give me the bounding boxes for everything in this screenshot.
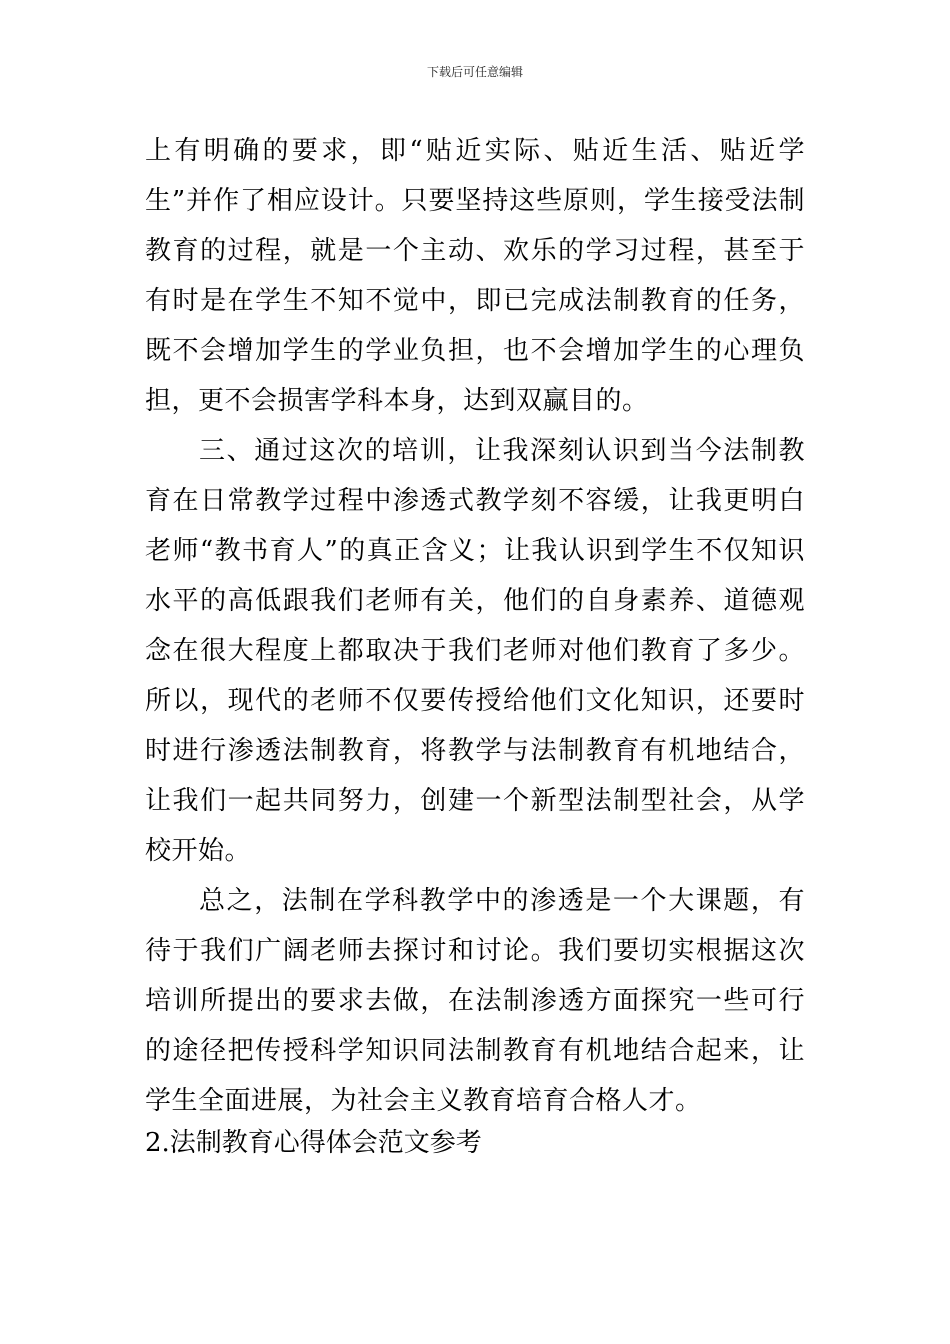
body-text bbox=[145, 126, 805, 1126]
paragraph-continuation: 上有明确的要求，即“贴近实际、贴近生活、贴近学生”并作了相应设计。只要坚持这些原则，学生接受法制教育的过程，就是一个主动、欢乐的学习过程，甚至于有时是在学生不知不觉中，即已完成法制教育的任务，既不会增加学生的学业负担，也不会增加学生的心理负担，更不会损害学科本身，达到双赢目的。 bbox=[145, 136, 805, 416]
paragraph-conclusion: 总之，法制在学科教学中的渗透是一个大课题，有待于我们广阔老师去探讨和讨论。我们要切实根据这次培训所提出的要求去做，在法制渗透方面探究一些可行的途径把传授科学知识同法制教育有机地结合起来，让学生全面进展，为社会主义教育培育合格人才。 bbox=[145, 886, 805, 1116]
page-header-note: 下载后可任意编辑 bbox=[426, 65, 523, 79]
paragraph-point-three: 三、通过这次的培训，让我深刻认识到当今法制教育在日常教学过程中渗透式教学刻不容缓，让我更明白老师“教书育人”的真正含义；让我认识到学生不仅知识水平的高低跟我们老师有关，他们的自身素养、道德观念在很大程度上都取决于我们老师对他们教育了多少。所以，现代的老师不仅要传授给他们文化知识，还要时时进行渗透法制教育，将教学与法制教育有机地结合，让我们一起共同努力，创建一个新型法制型社会，从学校开始。 bbox=[145, 436, 805, 866]
section-heading: 2.法制教育心得体会范文参考 bbox=[145, 1128, 482, 1158]
